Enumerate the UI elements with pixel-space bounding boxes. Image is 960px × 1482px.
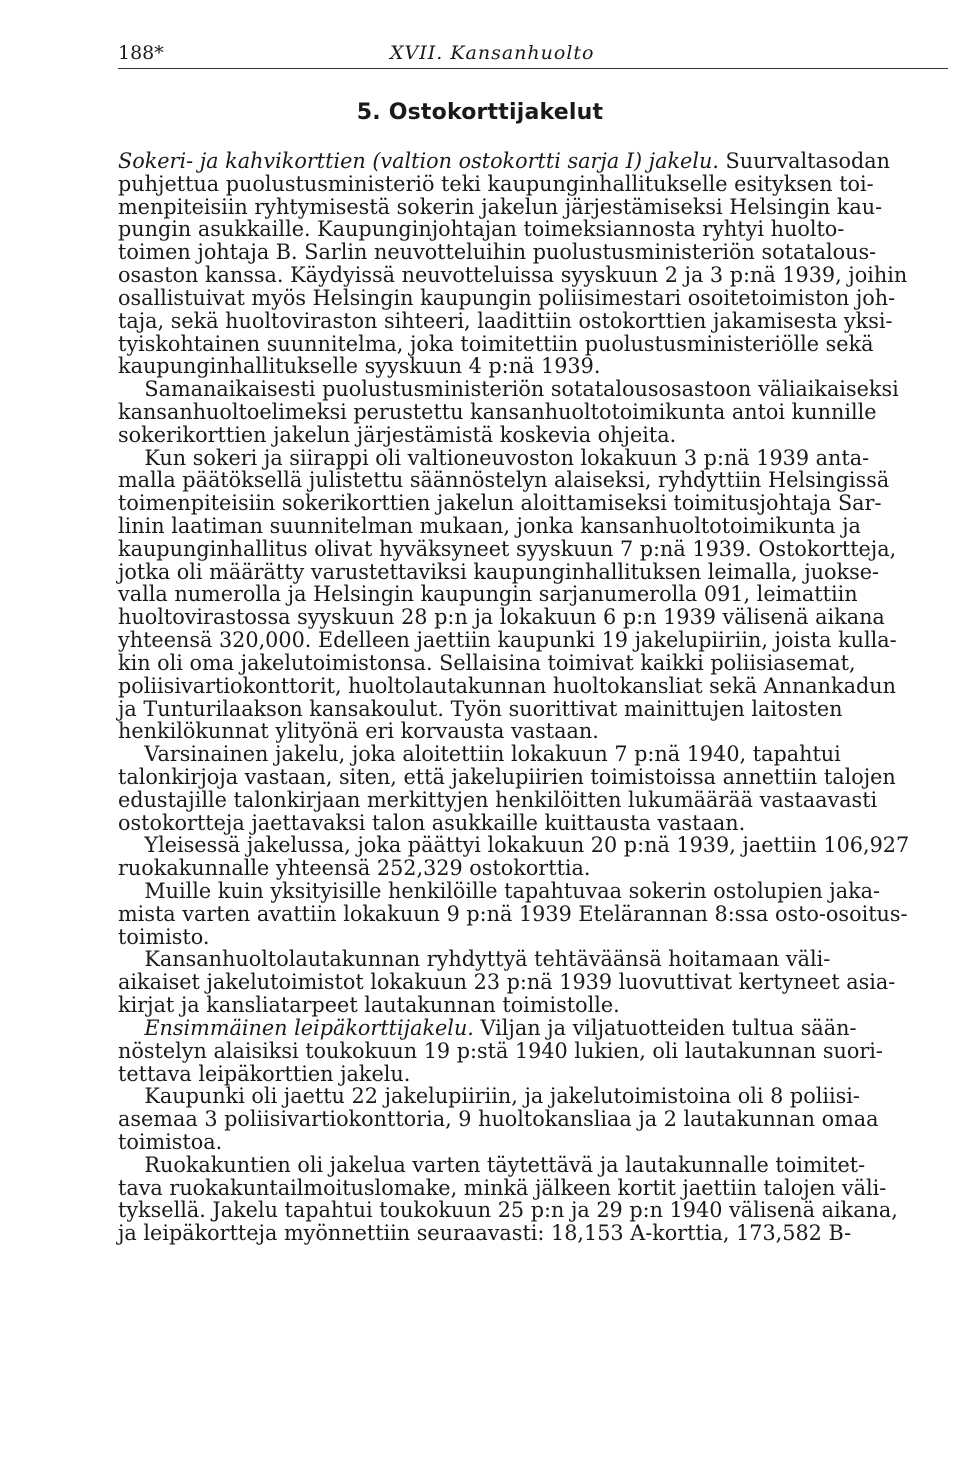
text-line [118, 333, 950, 356]
text-run: toimisto. [118, 924, 210, 949]
text-run: poliisivartiokonttorit, huoltolautakunnan huoltokansliat sekä Annankadun [118, 673, 897, 698]
text-run: toimenpiteisiin sokerikorttien jakelun aloittamiseksi toimitusjohtaja Sar- [118, 491, 882, 516]
text-line [118, 378, 950, 401]
text-run: yhteensä 320,000. Edelleen jaettiin kaupunki 19 jakelupiiriin, joista kulla- [118, 628, 897, 653]
header-rule [118, 68, 948, 69]
text-line [118, 1222, 950, 1245]
text-run: ruokakunnalle yhteensä 252,329 ostokorttia. [118, 856, 591, 881]
text-line [118, 720, 950, 743]
text-line [118, 971, 950, 994]
text-line [118, 675, 950, 698]
text-line [118, 606, 950, 629]
text-run: toimen johtaja B. Sarlin neuvotteluihin puolustusministeriön sotatalous- [118, 240, 877, 265]
text-run: linin laatiman suunnitelman mukaan, jonka kansanhuoltotoimikunta ja [118, 514, 861, 538]
page-number: 188* [118, 42, 164, 64]
text-line [118, 1199, 950, 1222]
text-line [118, 1108, 950, 1131]
text-line [118, 401, 950, 424]
text-line [118, 1063, 950, 1086]
text-line [118, 994, 950, 1017]
text-run: Suurvaltasodan [718, 149, 890, 173]
text-run: toimistoa. [118, 1129, 223, 1154]
text-run: tava ruokakuntailmoituslomake, minkä jälkeen kortit jaettiin talojen väli- [118, 1175, 887, 1200]
text-run: Kansanhuoltolautakunnan ryhdyttyä tehtäväänsä hoitamaan väli- [118, 947, 831, 972]
text-line [118, 447, 950, 470]
text-line [118, 538, 950, 561]
text-run: talonkirjoja vastaan, siten, että jakelupiirien toimistoissa annettiin talojen [118, 764, 896, 789]
text-line [118, 583, 950, 606]
text-run: aikaiset jakelutoimistot lokakuun 23 p:nä 1939 luovuttivat kertyneet asia- [118, 970, 896, 995]
text-line [118, 903, 950, 926]
text-run: kansanhuoltoelimeksi perustettu kansanhuoltotoimikunta antoi kunnille [118, 399, 877, 424]
text-run: Viljan ja viljatuotteiden tultua sään- [473, 1015, 857, 1040]
text-line [118, 629, 950, 652]
text-run: huoltovirastossa syyskuun 28 p:n ja lokakuun 6 p:n 1939 välisenä aikana [118, 605, 885, 630]
text-run: kin oli oma jakelutoimistonsa. Sellaisina toimivat kaikki poliisiasemat, [118, 650, 856, 675]
text-run: ja leipäkortteja myönnettiin seuraavasti: 18,153 A-korttia, 173,582 B- [118, 1221, 852, 1246]
text-run: malla päätöksellä julistettu säännöstelyn alaiseksi, ryhdyttiin Helsingissä [118, 468, 890, 493]
text-run: ja Tunturilaakson kansakoulut. Työn suorittivat mainittujen laitosten [118, 696, 843, 721]
text-run: Kaupunki oli jaettu 22 jakelupiiriin, ja jakelutoimistoina oli 8 poliisi- [118, 1084, 860, 1109]
text-run: kirjat ja kansliatarpeet lautakunnan toimistolle. [118, 993, 620, 1018]
text-line [118, 355, 950, 378]
text-run: menpiteisiin ryhtymisestä sokerin jakelun järjestämiseksi Helsingin kau- [118, 194, 883, 219]
text-run: asemaa 3 poliisivartiokonttoria, 9 huoltokansliaa ja 2 lautakunnan omaa [118, 1107, 879, 1132]
text-line [118, 515, 950, 538]
text-run: puhjettua puolustusministeriö teki kaupunginhallitukselle esityksen toi- [118, 171, 874, 196]
text-line [118, 948, 950, 971]
text-line [118, 424, 950, 447]
text-run: osaston kanssa. Käydyissä neuvotteluissa syyskuun 2 ja 3 p:nä 1939, joihin [118, 263, 908, 288]
text-run: kaupunginhallitus olivat hyväksyneet syyskuun 7 p:nä 1939. Ostokortteja, [118, 536, 897, 561]
text-line [118, 1154, 950, 1177]
running-title: XVII. Kansanhuolto [390, 42, 595, 64]
text-run: mista varten avattiin lokakuun 9 p:nä 1939 Etelärannan 8:ssa osto-osoitus- [118, 901, 908, 926]
text-line [118, 857, 950, 880]
section-heading: 5. Ostokorttijakelut [356, 100, 604, 125]
text-run: Yleisessä jakelussa, joka päättyi lokakuun 20 p:nä 1939, jaettiin 106,927 [118, 833, 910, 858]
text-line [118, 766, 950, 789]
text-run: sokerikorttien jakelun järjestämistä koskevia ohjeita. [118, 422, 677, 447]
text-run [118, 1016, 144, 1040]
text-line [118, 218, 950, 241]
text-line [118, 264, 950, 287]
text-line [118, 1131, 950, 1154]
text-run: kaupunginhallitukselle syyskuun 4 p:nä 1939. [118, 354, 601, 379]
text-line [118, 173, 950, 196]
text-line [118, 469, 950, 492]
text-run: osallistuivat myös Helsingin kaupungin poliisimestari osoitetoimiston joh- [118, 285, 896, 310]
italic-run: Ensimmäinen leipäkorttijakelu. [144, 1015, 474, 1040]
text-run: tettava leipäkorttien jakelu. [118, 1061, 411, 1086]
text-run: pungin asukkaille. Kaupunginjohtajan toimeksiannosta ryhtyi huolto- [118, 217, 845, 242]
text-run: Kun sokeri ja siirappi oli valtioneuvoston lokakuun 3 p:nä 1939 anta- [118, 445, 870, 470]
text-line [118, 287, 950, 310]
text-run: taja, sekä huoltoviraston sihteeri, laadittiin ostokorttien jakamisesta yksi- [118, 308, 893, 333]
text-line [118, 561, 950, 584]
text-run: Varsinainen jakelu, joka aloitettiin lokakuun 7 p:nä 1940, tapahtui [118, 742, 841, 767]
text-run: tyksellä. Jakelu tapahtui toukokuun 25 p:n ja 29 p:n 1940 välisenä aikana, [118, 1198, 898, 1223]
text-line [118, 241, 950, 264]
text-line [118, 492, 950, 515]
text-line [118, 150, 950, 173]
text-line [118, 812, 950, 835]
text-line [118, 1085, 950, 1108]
text-line [118, 834, 950, 857]
text-line [118, 196, 950, 219]
text-line [118, 743, 950, 766]
text-line [118, 1040, 950, 1063]
text-line [118, 698, 950, 721]
text-line [118, 652, 950, 675]
italic-run: Sokeri- ja kahvikorttien (valtion ostokortti sarja I) jakelu. [118, 149, 719, 173]
text-run: Samanaikaisesti puolustusministeriön sotatalousosastoon väliaikaiseksi [118, 377, 899, 402]
text-line [118, 1177, 950, 1200]
text-line [118, 310, 950, 333]
text-run: valla numerolla ja Helsingin kaupungin sarjanumerolla 091, leimattiin [118, 582, 858, 607]
text-line [118, 926, 950, 949]
text-line [118, 789, 950, 812]
text-line [118, 1017, 950, 1040]
text-run: nöstelyn alaisiksi toukokuun 19 p:stä 1940 lukien, oli lautakunnan suori- [118, 1038, 883, 1063]
text-run: jotka oli määrätty varustettaviksi kaupunginhallituksen leimalla, juokse- [118, 559, 880, 584]
text-run: edustajille talonkirjaan merkittyjen henkilöitten lukumäärää vastaavasti [118, 787, 878, 812]
text-run: tyiskohtainen suunnitelma, joka toimitettiin puolustusministeriölle sekä [118, 331, 874, 356]
running-head [118, 42, 960, 68]
text-line [118, 880, 950, 903]
body-text [118, 150, 960, 1245]
text-run: Muille kuin yksityisille henkilöille tapahtuvaa sokerin ostolupien jaka- [118, 879, 881, 903]
text-run: ostokortteja jaettavaksi talon asukkaille kuittausta vastaan. [118, 810, 746, 835]
text-run: Ruokakuntien oli jakelua varten täytettävä ja lautakunnalle toimitet- [118, 1152, 866, 1177]
text-run: henkilökunnat ylityönä eri korvausta vastaan. [118, 719, 599, 744]
